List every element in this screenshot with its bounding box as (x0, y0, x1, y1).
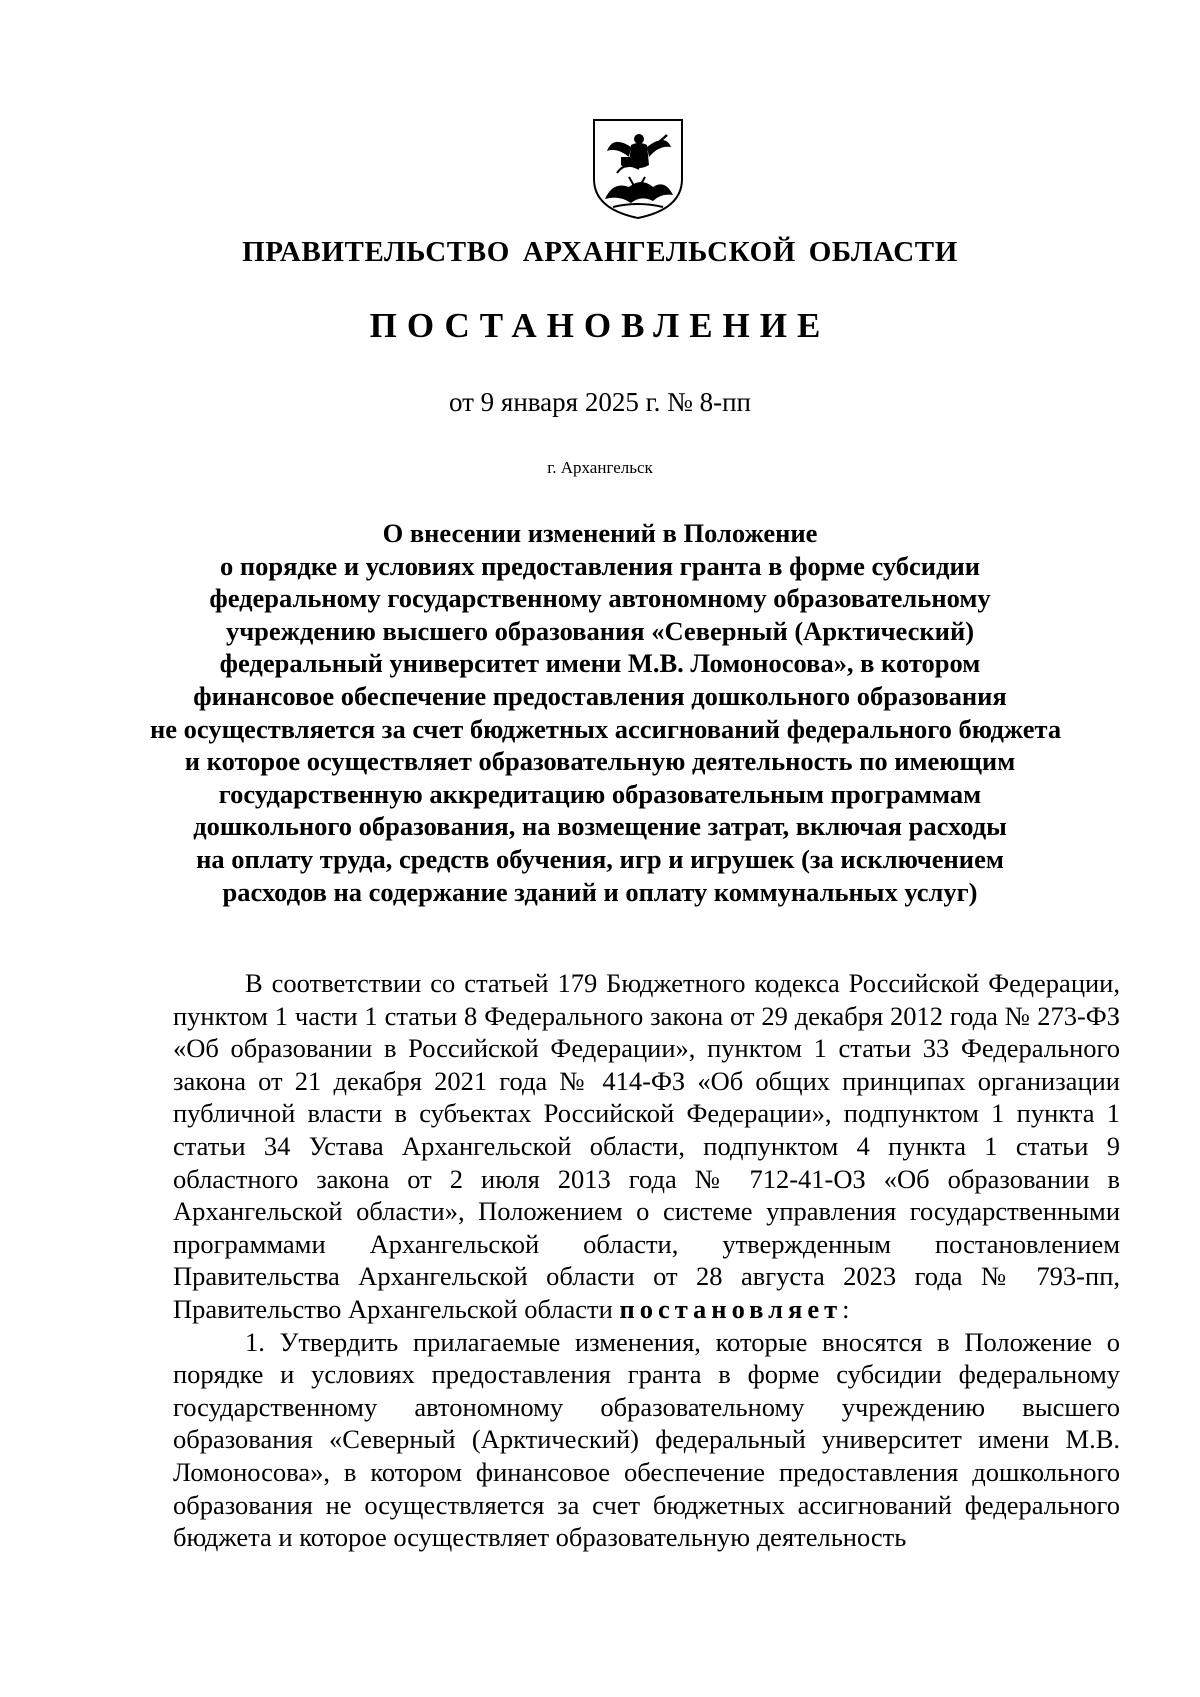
subject-line: финансовое обеспечение предоставления дошкольного образования (193, 680, 1007, 711)
subject-line: учреждению высшего образования «Северный (Арктический) (225, 615, 975, 646)
item-1-paragraph: 1. Утвердить прилагаемые изменения, которые вносятся в Положение о порядке и условиях предоставления гранта в форме субсидии федеральному государственному автономному образовательному учреждению высшего образования «Северный (Арктический) федеральный университет имени М.В. Ломоносова», в котором финансовое обеспечение предоставления дошкольного образования не осуществляется за счет бюджетных ассигнований федерального бюджета и которое осуществляет образовательную деятельность (173, 1326, 1120, 1553)
coat-of-arms-icon (591, 117, 685, 221)
subject-line: на оплату труда, средств обучения, игр и игрушек (за исключением (196, 843, 1004, 874)
subject-line: федеральный университет имени М.В. Ломоносова», в котором (219, 648, 981, 679)
subject-line: О внесении изменений в Положение (382, 518, 818, 548)
subject-line: о порядке и условиях предоставления гранта в форме субсидии (219, 550, 981, 581)
subject-line: не осуществляется за счет бюджетных ассигнований федерального бюджета (150, 713, 1062, 744)
resolves-word: постановляет (619, 1293, 843, 1324)
subject-line: дошкольного образования, на возмещение затрат, включая расходы (193, 811, 1007, 842)
organization-title: ПРАВИТЕЛЬСТВО АРХАНГЕЛЬСКОЙ ОБЛАСТИ (242, 236, 958, 268)
subject-line: государственную аккредитацию образовательным программам (218, 778, 982, 809)
subject-line: расходов на содержание зданий и оплату коммунальных услуг) (222, 876, 978, 907)
document-date-number: от 9 января 2025 г. № 8-пп (448, 387, 752, 417)
document-body (173, 967, 1120, 1554)
preamble-paragraph (173, 967, 1120, 1326)
document-type-title: ПОСТАНОВЛЕНИЕ (369, 306, 831, 345)
resolves-colon: : (842, 1293, 850, 1324)
document-city: г. Архангельск (547, 458, 653, 477)
subject-line: и которое осуществляет образовательную деятельность по имеющим (184, 746, 1016, 777)
subject-line: федеральному государственному автономному образовательному (209, 583, 991, 614)
document-subject (150, 517, 1062, 908)
preamble-text: В соответствии со статьей 179 Бюджетного кодекса Российской Федерации, пунктом 1 части 1 статьи 8 Федерального закона от 29 декабря 2012 года № 273-ФЗ «Об образовании в Российской Федерации», пунктом 1 статьи 33 Федерального закона от 21 декабря 2021 года № 414-ФЗ «Об общих принципах организации публичной власти в субъектах Российской Федерации», подпунктом 1 пункта 1 статьи 34 Устава Архангельской области, подпунктом 4 пункта 1 статьи 9 областного закона от 2 июля 2013 года № 712-41-ОЗ «Об образовании в Архангельской области», Положением о системе управления государственными программами Архангельской области, утвержденным постановлением Правительства Архангельской области от 28 августа 2023 года № 793-пп, Правительство Архангельской области (173, 968, 1120, 1324)
